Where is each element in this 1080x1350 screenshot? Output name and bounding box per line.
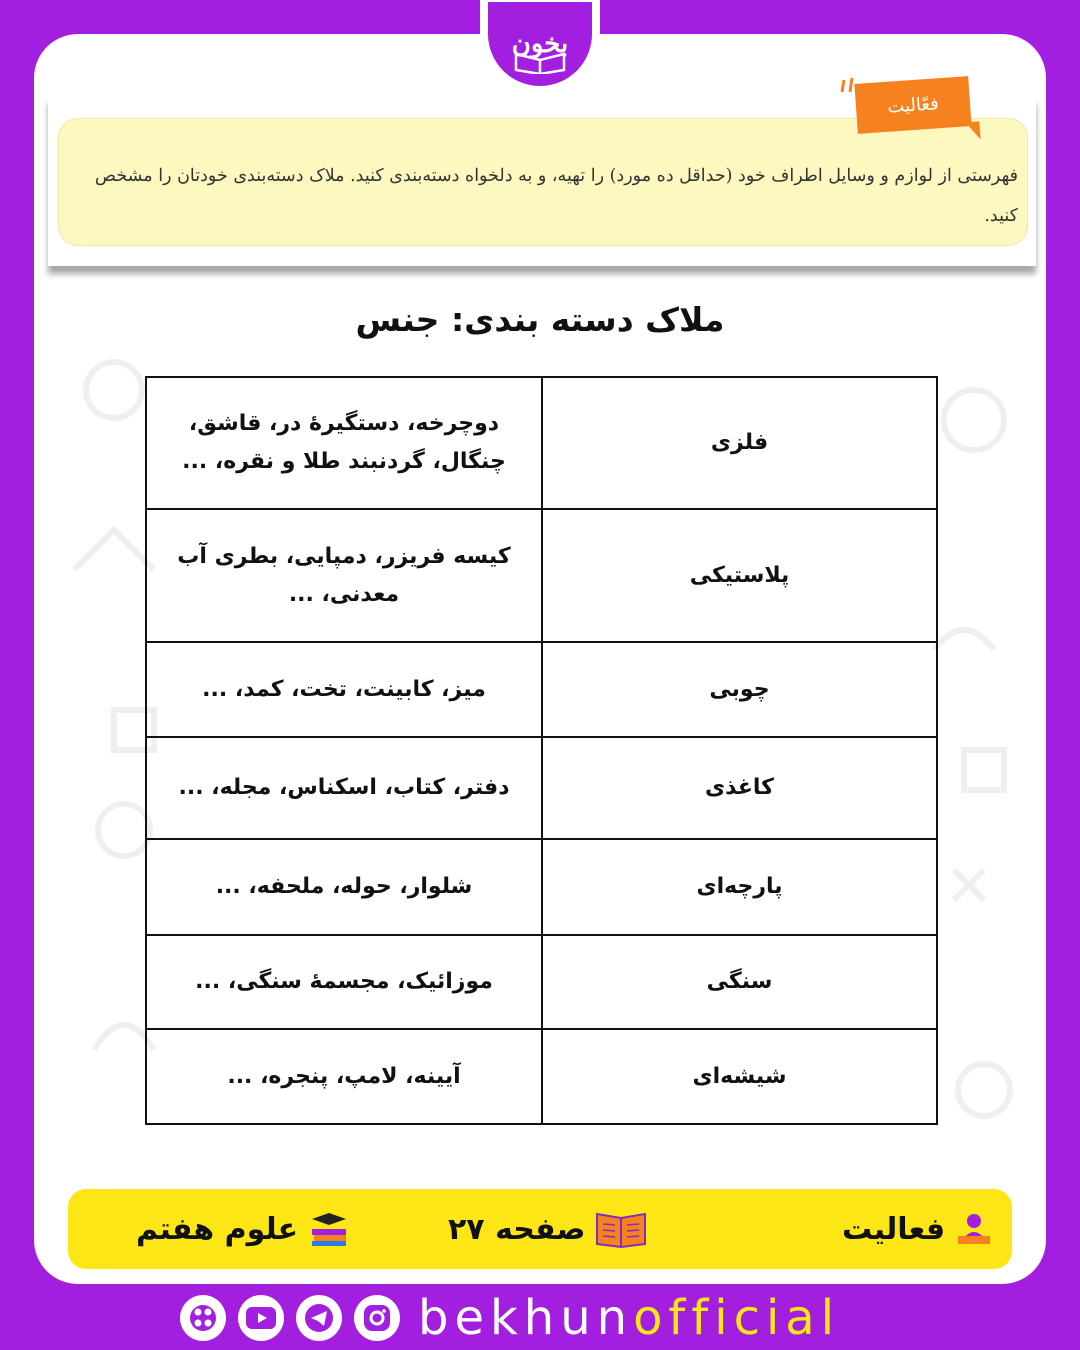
items-cell: میز، کابینت، تخت، کمد، ... <box>146 642 542 737</box>
category-cell: چوبی <box>542 642 937 737</box>
teacher-icon <box>955 1212 993 1246</box>
table-row <box>146 737 937 839</box>
open-book-icon <box>595 1210 647 1248</box>
book-icon <box>512 48 568 74</box>
answer-title: ملاک دسته بندی: جنس <box>355 300 725 339</box>
brand-footer <box>180 1290 840 1346</box>
items-cell: آیینه، لامپ، پنجره، ... <box>146 1029 542 1124</box>
footer-activity: فعالیت <box>842 1204 993 1254</box>
instagram-icon <box>362 1303 392 1333</box>
category-cell: پلاستیکی <box>542 509 937 642</box>
telegram-link[interactable] <box>296 1295 342 1341</box>
category-cell: شیشه‌ای <box>542 1029 937 1124</box>
category-cell: فلزی <box>542 377 937 509</box>
instruction-text: فهرستی از لوازم و وسایل اطراف خود (حداقل ده مورد) را تهیه، و به دلخواه دسته‌بندی کنید. ملاک دسته‌بندی خودتان را مشخص کنید. <box>94 166 1018 226</box>
graduation-books-icon <box>308 1211 350 1247</box>
items-cell: کیسه فریزر، دمپایی، بطری آب معدنی، ... <box>146 509 542 642</box>
youtube-icon <box>245 1306 277 1330</box>
category-cell: پارچه‌ای <box>542 839 937 935</box>
aparat-link[interactable] <box>180 1295 226 1341</box>
footer-subject: علوم هفتم <box>136 1204 350 1254</box>
items-cell: موزائیک، مجسمۀ سنگی، ... <box>146 935 542 1029</box>
youtube-link[interactable] <box>238 1295 284 1341</box>
classification-table <box>145 376 938 1125</box>
items-cell: شلوار، حوله، ملحفه، ... <box>146 839 542 935</box>
telegram-icon <box>304 1303 334 1333</box>
items-cell: دوچرخه، دستگیرۀ در، قاشق، چنگال، گردنبند طلا و نقره، ... <box>146 377 542 509</box>
table-row <box>146 509 937 642</box>
brand-logo: بخون <box>488 2 592 86</box>
activity-tag: فعّالیت <box>854 76 971 134</box>
table-row <box>146 839 937 935</box>
table-row <box>146 377 937 509</box>
instagram-link[interactable] <box>354 1295 400 1341</box>
table-row <box>146 1029 937 1124</box>
table-row <box>146 642 937 737</box>
footer-page: صفحه ۲۷ <box>448 1204 647 1254</box>
category-cell: سنگی <box>542 935 937 1029</box>
aparat-icon <box>187 1302 219 1334</box>
category-cell: کاغذی <box>542 737 937 839</box>
brand-handle: bekhunofficial <box>418 1290 841 1346</box>
table-row <box>146 935 937 1029</box>
items-cell: دفتر، کتاب، اسکناس، مجله، ... <box>146 737 542 839</box>
